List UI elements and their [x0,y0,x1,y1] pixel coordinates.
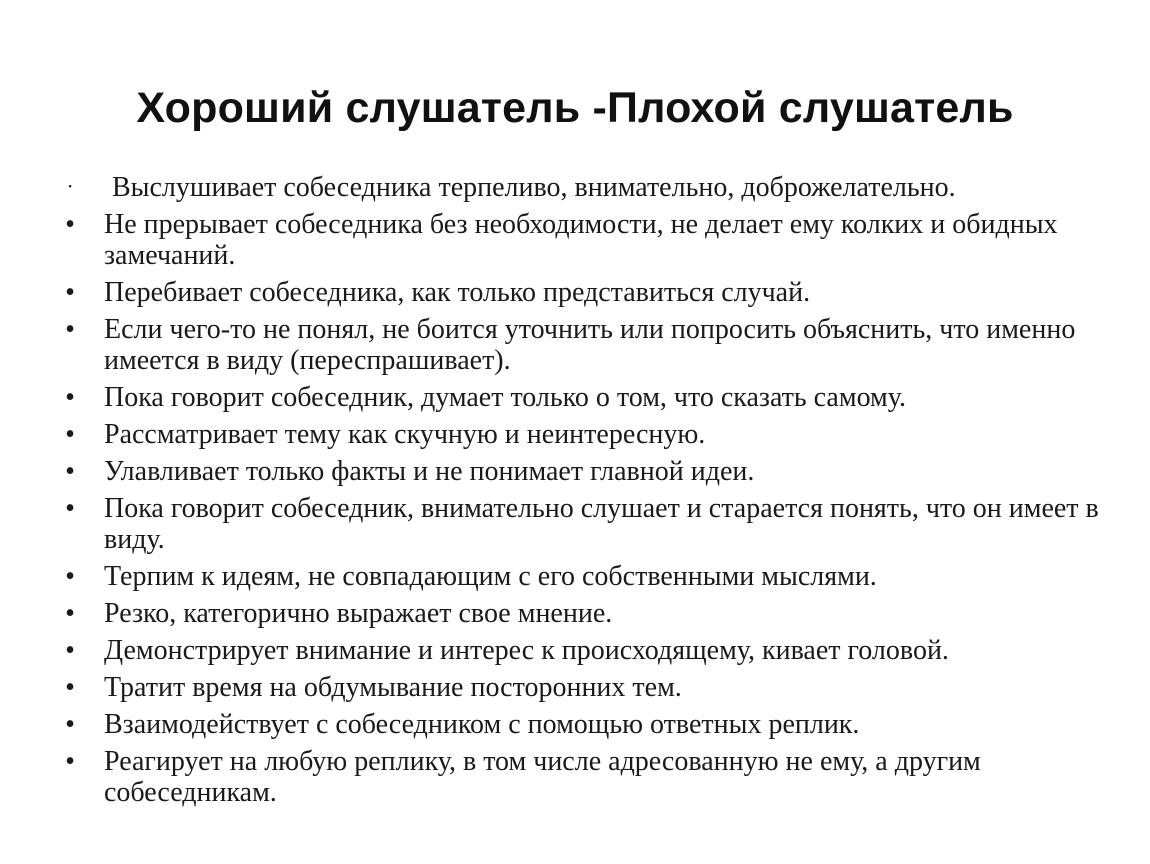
list-item-text: Рассматривает тему как скучную и неинтересную. [104,419,706,450]
list-item [60,598,1110,629]
bullet-icon: • [65,709,75,740]
bullet-icon: • [65,456,75,487]
list-item-text: Перебивает собеседника, как только представиться случай. [104,277,811,308]
slide-title: Хороший слушатель -Плохой слушатель [136,84,1014,132]
list-item-text: Улавливает только факты и не понимает главной идеи. [104,456,755,487]
bullet-icon: • [65,209,75,240]
list-item-text: Если чего-то не понял, не боится уточнить или попросить объяснить, что именно имеется в виду (переспрашивает). [104,314,1076,376]
list-item [60,672,1110,703]
list-item [60,746,1110,808]
list-item [60,382,1110,413]
list-item-text: Резко, категорично выражает свое мнение. [104,598,613,629]
bullet-icon: • [65,382,75,413]
list-item-text: Демонстрирует внимание и интерес к происходящему, кивает головой. [104,635,949,666]
list-item [60,493,1110,555]
list-item-text: Терпим к идеям, не совпадающим с его собственными мыслями. [104,561,877,592]
list-item [60,209,1110,271]
list-item [60,277,1110,308]
list-item-text: Реагирует на любую реплику, в том числе адресованную не ему, а другим собеседникам. [104,746,981,808]
bullet-icon: • [65,635,75,666]
list-item [60,635,1110,666]
list-item-text: Взаимодействует с собеседником с помощью ответных реплик. [104,709,860,740]
bullet-icon: • [68,181,72,193]
list-item [60,561,1110,592]
bullet-icon: • [65,493,75,524]
bullet-icon: • [65,419,75,450]
list-item-text: Не прерывает собеседника без необходимости, не делает ему колких и обидных замечаний. [104,209,1058,271]
bullet-icon: • [65,277,75,308]
bullet-icon: • [65,746,75,777]
list-item-text: Пока говорит собеседник, думает только о том, что сказать самому. [104,382,906,413]
list-item [60,709,1110,740]
bullet-list [60,172,1110,814]
list-item [60,172,1110,203]
list-item [60,314,1110,376]
list-item [60,456,1110,487]
bullet-icon: • [65,672,75,703]
bullet-icon: • [65,598,75,629]
bullet-icon: • [65,314,75,345]
list-item-text: Тратит время на обдумывание посторонних тем. [104,672,682,703]
bullet-icon: • [65,561,75,592]
list-item [60,419,1110,450]
list-item-text: Выслушивает собеседника терпеливо, внимательно, доброжелательно. [112,172,956,203]
list-item-text: Пока говорит собеседник, внимательно слушает и старается понять, что он имеет в виду. [104,493,1099,555]
